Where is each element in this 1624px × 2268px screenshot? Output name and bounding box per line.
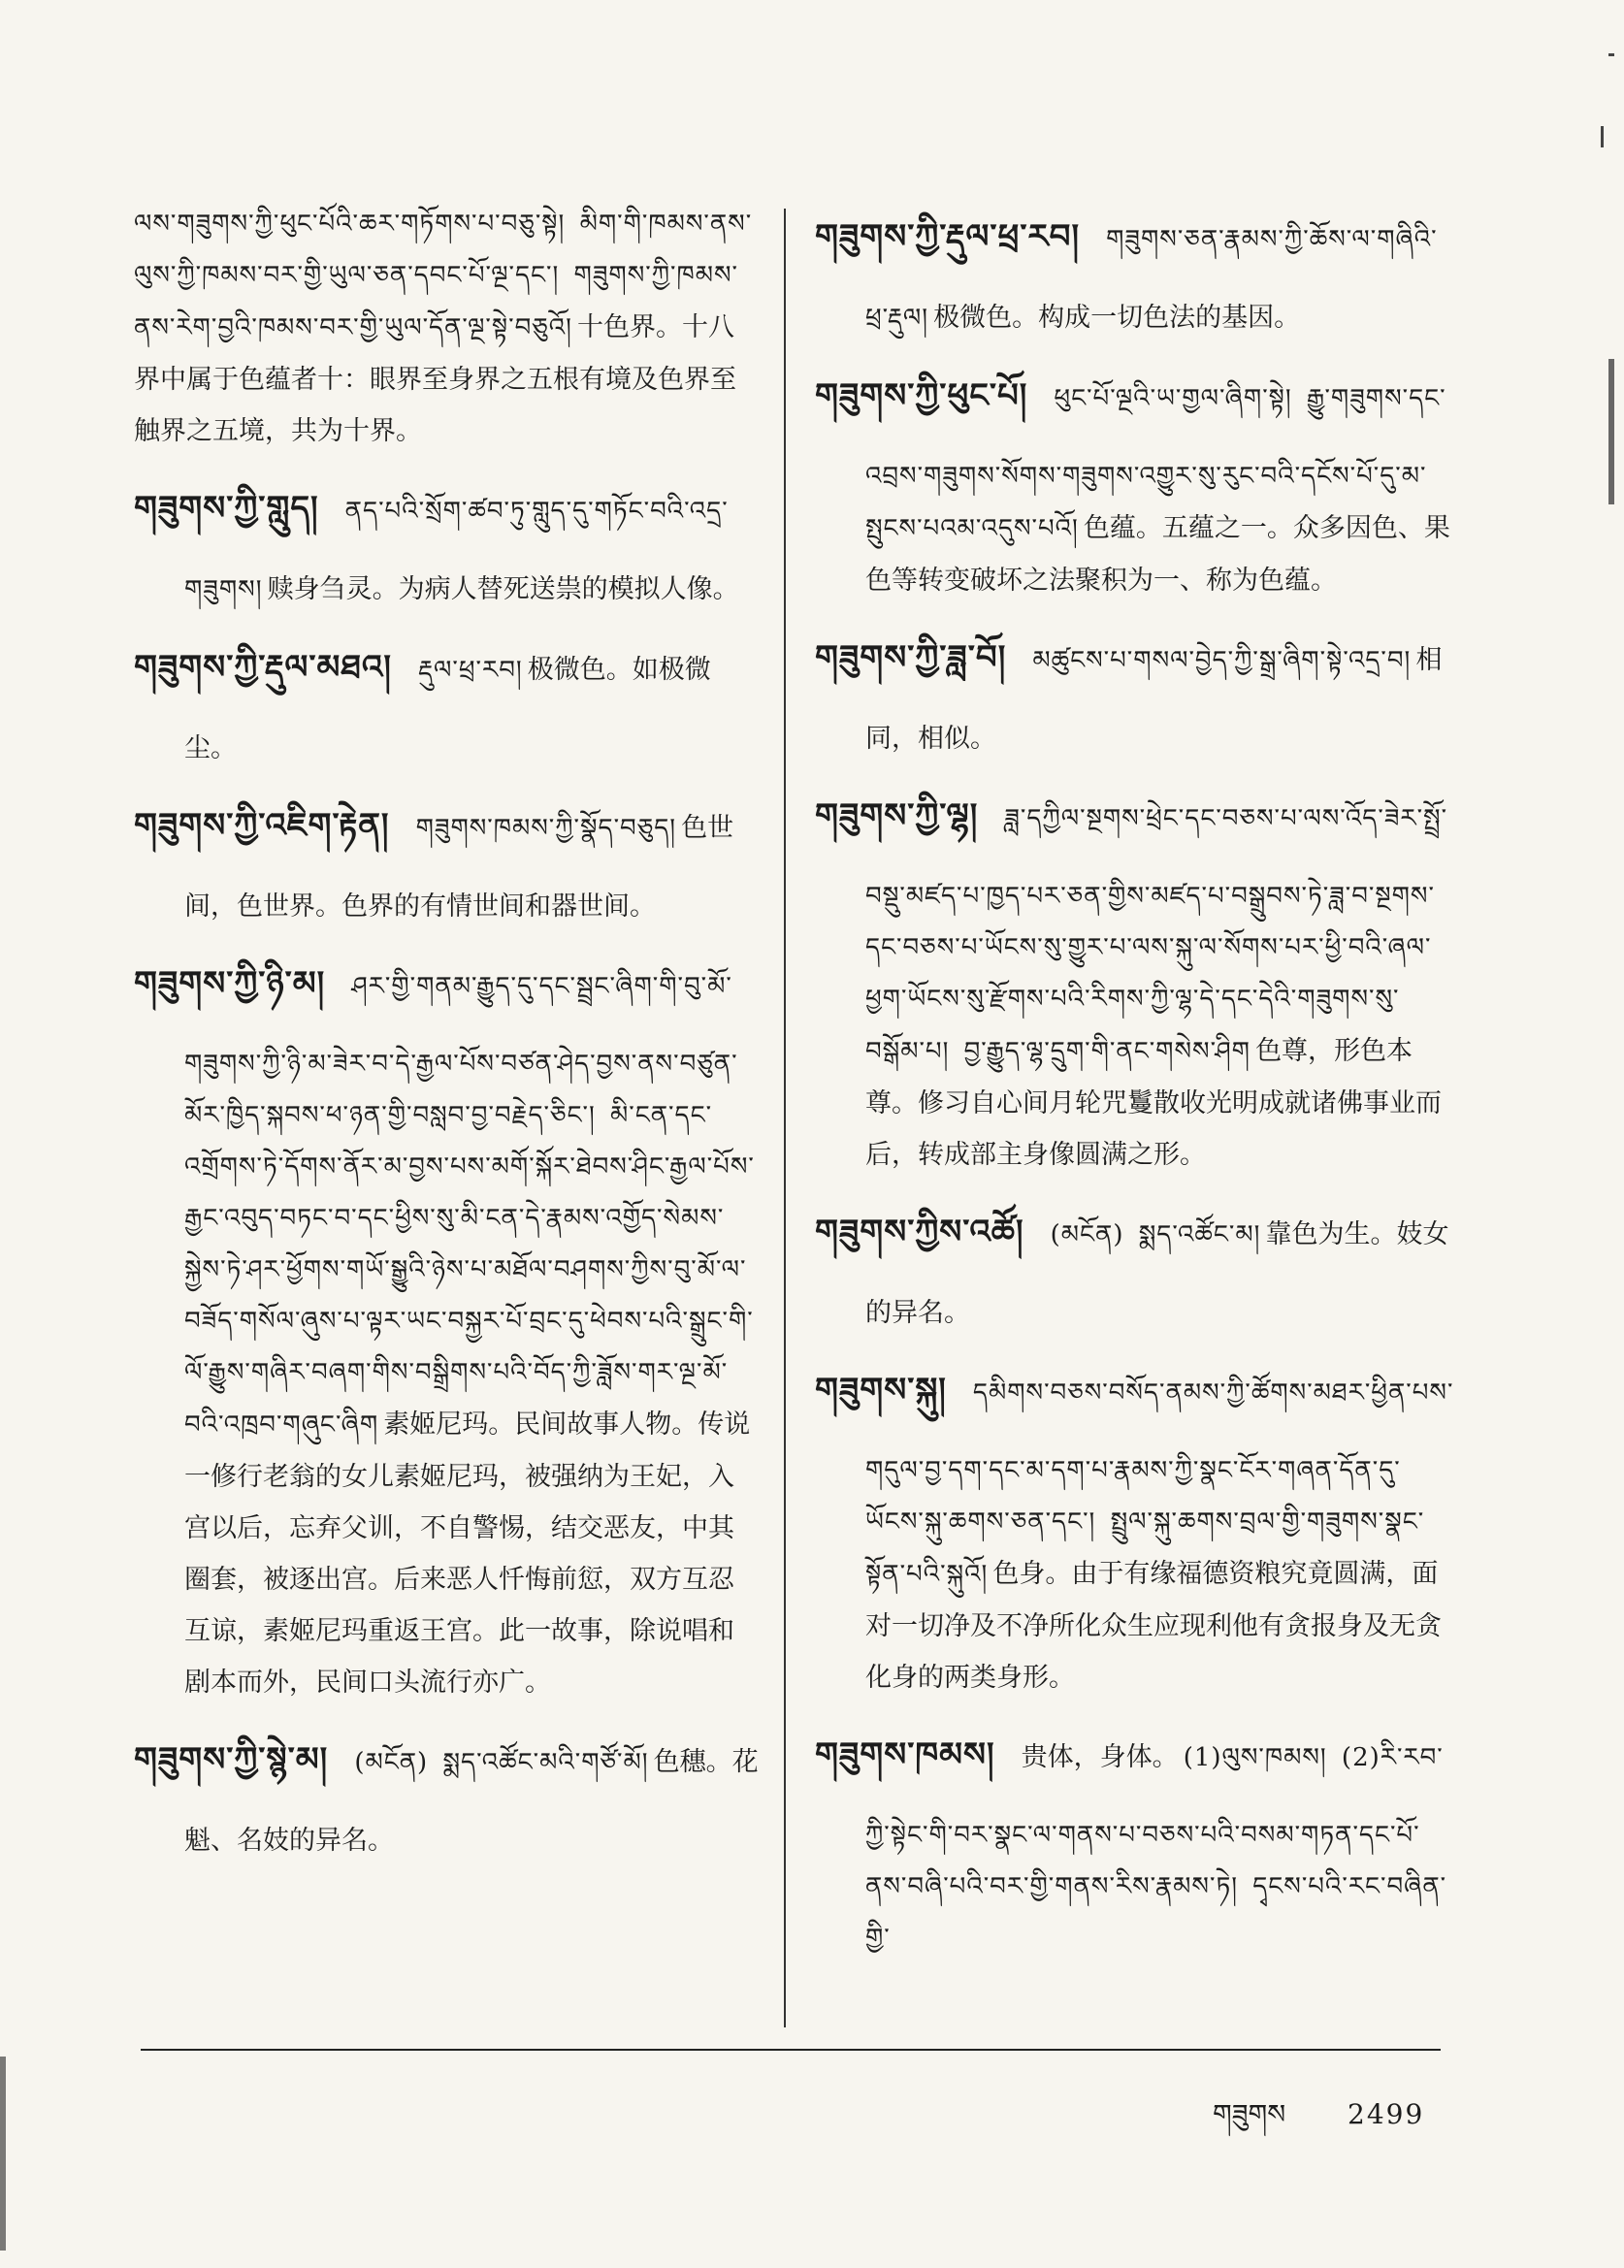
entry-chinese-gloss: 素姬尼玛。民间故事人物。传说一修行老翁的女儿素姬尼玛，被强纳为王妃，入宫以后，忘弃父训，不自警惕，结交恶友，中其圈套，被逐出宫。后来恶人忏悔前愆，双方互忍互谅，素姬尼玛重返王宫。此一故事，除说唱和剧本而外，民间口头流行亦广。 <box>184 1409 751 1698</box>
right-column <box>815 199 1455 1978</box>
entry-chinese-gloss: 色身。由于有缘福德资粮究竟圆满，面对一切净及不净所化众生应现利他有贪报身及无贪化身的两类身形。 <box>865 1559 1442 1693</box>
entry-chinese-gloss: 极微色。构成一切色法的基因。 <box>933 303 1301 333</box>
entry-headword: གཟུགས་ཀྱི་ལྷ། <box>815 796 979 835</box>
column-divider <box>784 209 786 2027</box>
entry-tibetan-text: གཟུགས་ཅན་རྣམས་ཀྱི་ཆོས་ལ་གཞིའི་ཕྲ་རྡུལ། <box>865 225 1438 333</box>
entry-chinese-gloss: 色世间，色世界。色界的有情世间和器世间。 <box>184 813 734 922</box>
entry-headword: གཟུགས་ཀྱི་ཉི་མ། <box>134 964 326 1003</box>
dictionary-entry <box>134 946 760 1708</box>
entry-headword: གཟུགས་ཀྱི་ཕུང་པོ། <box>815 376 1028 415</box>
dictionary-entry <box>134 1722 760 1866</box>
entry-tibetan-text: ཕུང་པོ་ལྔའི་ཡ་གྱལ་ཞིག་སྟེ། རྒྱུ་གཟུགས་དང་འབྲས་གཟུགས་སོགས་གཟུགས་འགྱུར་སུ་རུང་བའི་དངོས་པོ་དུ་མ་སྤུངས་པའམ་འདུས་པའོ། <box>865 384 1446 543</box>
entry-chinese-gloss: 色尊，形色本尊。修习自心间月轮咒鬘散收光明成就诸佛事业而后，转成部主身像圆满之形。 <box>865 1036 1442 1170</box>
dictionary-entry <box>815 620 1455 764</box>
entry-headword: གཟུགས་ཀྱི་རྡུལ་མཐའ། <box>134 648 392 687</box>
entry-headword: གཟུགས་ཀྱི་གླུད། <box>134 489 319 528</box>
dictionary-entry <box>815 199 1455 344</box>
entry-tibetan-text: མཚུངས་པ་གསལ་བྱེད་ཀྱི་སྒྲ་ཞིག་སྟེ་འདྲ་བ། <box>1032 646 1412 675</box>
entry-headword: གཟུགས་ཀྱིས་འཚོ། <box>815 1213 1024 1251</box>
entry-headword: གཟུགས་ཀྱི་རྡུལ་ཕྲ་རབ། <box>815 217 1080 256</box>
entry-tibetan-text: ལས་གཟུགས་ཀྱི་ཕུང་པོའི་ཆར་གཏོགས་པ་བཅུ་སྟེ། མིག་གི་ཁམས་ནས་ལུས་ཀྱི་ཁམས་བར་གྱི་ཡུལ་ཅན་དབང་པོ་ལྔ་དང་། གཟུགས་ཀྱི་ཁམས་ནས་རེག་བྱའི་ཁམས་བར་གྱི་ཡུལ་དོན་ལྔ་སྟེ་བཅུའོ། <box>134 210 753 342</box>
dictionary-entry <box>134 470 760 616</box>
page-footer <box>1213 2084 1424 2160</box>
dictionary-entry <box>815 778 1455 1181</box>
entry-chinese-gloss: 极微色。如极微尘。 <box>184 655 711 763</box>
entry-headword: གཟུགས་ཁམས། <box>815 1735 995 1774</box>
left-column <box>134 199 760 1880</box>
entry-tibetan-text: དམིགས་བཅས་བསོད་ནམས་ཀྱི་ཚོགས་མཐར་ཕྱིན་པས་གདུལ་བྱ་དག་དང་མ་དག་པ་རྣམས་ཀྱི་སྣང་ངོར་གཞན་དོན་དུ་ཡོངས་སྐུ་ཆགས་ཅན་དང་། སྤྲུལ་སྐུ་ཆགས་བྲལ་གྱི་གཟུགས་སྣང་སྟོན་པའི་སྐུའོ། <box>865 1378 1454 1589</box>
entry-tibetan-text: (མངོན) སྨད་འཚོང་མའི་གཙོ་མོ། <box>354 1748 649 1777</box>
entry-tibetan-text: གཟུགས་ཁམས་ཀྱི་སྣོད་བཅུད། <box>415 814 677 843</box>
entry-headword: གཟུགས་ཀྱི་སྙེ་མ། <box>134 1740 329 1779</box>
running-head-word: གཟུགས <box>1213 2098 1286 2130</box>
entry-chinese-gloss: 色穗。花魁、名妓的异名。 <box>184 1747 759 1856</box>
entry-chinese-gloss: 色蕴。五蕴之一。众多因色、果色等转变破坏之法聚积为一、称为色蕴。 <box>865 513 1450 596</box>
entry-tibetan-text: ཟླ་དཀྱིལ་སྔགས་ཕྲེང་དང་བཅས་པ་ལས་འོད་ཟེར་སྤྲོ་བསྡུ་མཛད་པ་ཁྱད་པར་ཅན་གྱིས་མཛད་པ་བསྒྲུབས་ཏེ་ཟླ་བ་སྔགས་དང་བཅས་པ་ཡོངས་སུ་གྱུར་པ་ལས་སྐུ་ལ་སོགས་པར་ཕྱི་བའི་ཞལ་ཕྱག་ཡོངས་སུ་རྫོགས་པའི་རིགས་ཀྱི་ལྷ་དེ་དང་དེའི་གཟུགས་སུ་བསྒོམ་པ། བྱ་རྒྱུད་ལྷ་དྲུག་གི་ནང་གསེས་ཤིག <box>865 804 1448 1066</box>
scan-margin-mark <box>1601 126 1604 147</box>
page-number: 2499 <box>1348 2098 1425 2130</box>
entry-tibetan-text: (1)ལུས་ཁམས། (2)རི་རབ་ཀྱི་སྟེང་གི་བར་སྣང་ལ་གནས་པ་བཅས་པའི་བསམ་གཏན་དང་པོ་ནས་བཞི་པའི་བར་གྱི་གནས་རིས་རྣམས་ཏེ། དྭངས་པའི་རང་བཞིན་གྱི་ <box>865 1743 1447 1953</box>
entry-headword: གཟུགས་ཀྱི་འཇིག་རྟེན། <box>134 806 390 845</box>
dictionary-entry <box>134 788 760 932</box>
dictionary-entry <box>134 630 760 774</box>
entry-chinese-gloss: 贵体，身体。 <box>1021 1742 1179 1772</box>
dictionary-entry <box>815 1352 1455 1703</box>
entry-tibetan-text: (མངོན) སྨད་འཚོང་མ། <box>1050 1220 1261 1249</box>
dictionary-entry <box>815 358 1455 606</box>
entry-chinese-gloss: 赎身刍灵。为病人替死送祟的模拟人像。 <box>267 574 739 604</box>
footer-rule <box>141 2049 1441 2051</box>
continued-entry <box>134 199 760 457</box>
dictionary-entry <box>815 1717 1455 1964</box>
entry-tibetan-text: ནད་པའི་སྲོག་ཚབ་ཏུ་གླུད་དུ་གཏོང་བའི་འདྲ་གཟུགས། <box>184 497 729 604</box>
scan-margin-mark <box>1608 53 1614 56</box>
entry-chinese-gloss: 靠色为生。妓女的异名。 <box>865 1219 1449 1328</box>
dictionary-entry <box>815 1194 1455 1339</box>
scan-margin-mark <box>0 2057 6 2251</box>
scan-margin-mark <box>1608 359 1614 504</box>
entry-headword: གཟུགས་ཀྱི་ཟླ་བོ། <box>815 638 1007 677</box>
entry-chinese-gloss: 十色界。十八界中属于色蕴者十：眼界至身界之五根有境及色界至触界之五境，共为十界。 <box>134 312 736 446</box>
entry-headword: གཟུགས་སྐུ། <box>815 1371 947 1409</box>
entry-chinese-gloss: 相同，相似。 <box>865 645 1443 754</box>
entry-tibetan-text: རྡུལ་ཕྲ་རབ། <box>418 656 523 685</box>
entry-tibetan-text: ཤར་གྱི་གནམ་རྒྱུད་དུ་དང་སྦྲང་ཞིག་གི་བུ་མོ་གཟུགས་ཀྱི་ཉི་མ་ཟེར་བ་དེ་རྒྱལ་པོས་བཙན་ཤེད་བྱས་ནས་བཙུན་མོར་ཁྱིད་སྐབས་ཕ་ཉན་གྱི་བསླབ་བྱ་བརྗེད་ཅིང་། མི་ངན་དང་འགྲོགས་ཏེ་དོགས་ནོར་མ་བྱས་པས་མགོ་སྐོར་ཐེབས་ཤིང་རྒྱལ་པོས་རྒྱང་འབུད་བཏང་བ་དང་ཕྱིས་སུ་མི་ངན་དེ་རྣམས་འགྱོད་སེམས་སྐྱེས་ཏེ་ཤར་ཕྱོགས་གཡོ་སྒྱུའི་ཉེས་པ་མཐོལ་བཤགས་ཀྱིས་བུ་མོ་ལ་བཟོད་གསོལ་ཞུས་པ་ལྟར་ཡང་བསྐྱར་པོ་བྲང་དུ་ཕེབས་པའི་སྒྲུང་གི་ལོ་རྒྱུས་གཞིར་བཞག་གིས་བསྒྲིགས་པའི་བོད་ཀྱི་ཟློས་གར་ལྔ་མོ་བའི་འཁྲབ་གཞུང་ཞིག <box>184 972 755 1440</box>
